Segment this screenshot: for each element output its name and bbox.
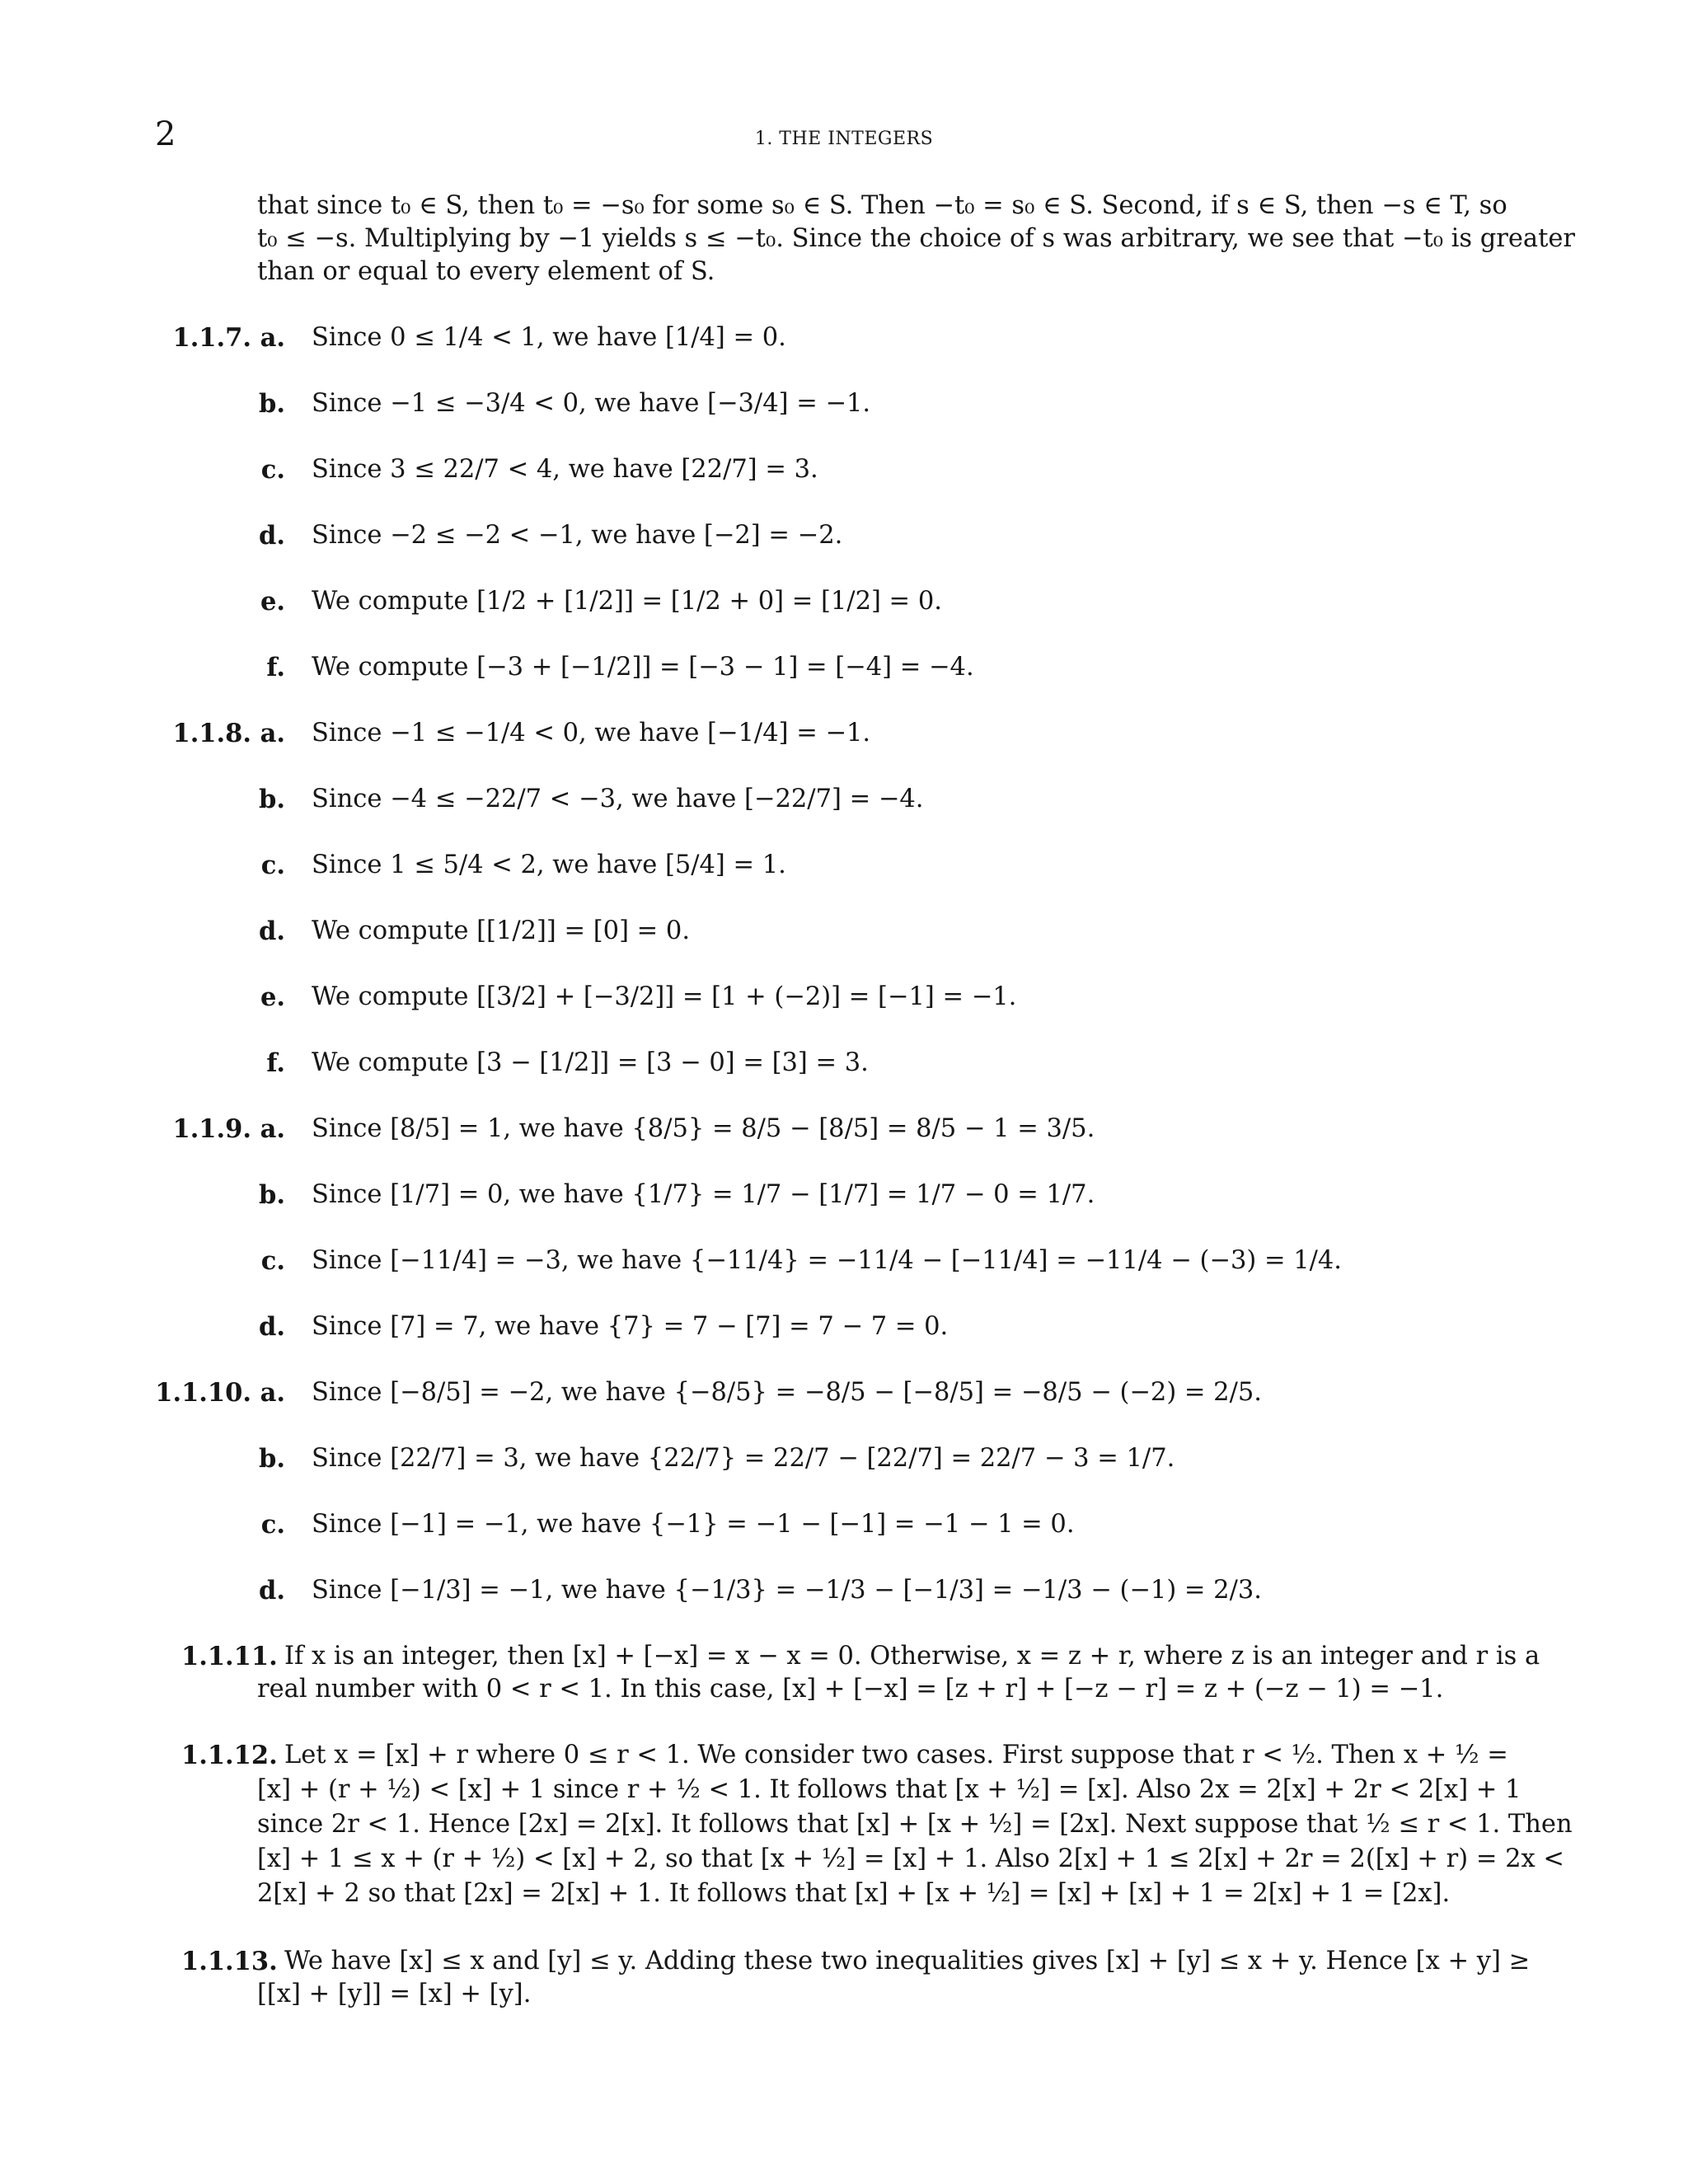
exercise-text: Since −4 ≤ −22/7 < −3, we have [−22/7] = −4. bbox=[312, 785, 924, 813]
exercise-label: 1.1.8. a. bbox=[172, 719, 285, 748]
exercise-text: We compute [−3 + [−1/2]] = [−3 − 1] = [−4] = −4. bbox=[312, 653, 974, 682]
exercise-text: Since [22/7] = 3, we have {22/7} = 22/7 − [22/7] = 22/7 − 3 = 1/7. bbox=[312, 1444, 1175, 1473]
exercise-text: We compute [3 − [1/2]] = [3 − 0] = [3] = 3. bbox=[312, 1048, 869, 1077]
part-label: b. bbox=[259, 1444, 285, 1474]
part-label: e. bbox=[260, 587, 285, 616]
text-line: [x] + 1 ≤ x + (r + ½) < [x] + 2, so that [x + ½] = [x] + 1. Also 2[x] + 1 ≤ 2[x] + 2r = 2([x] + r) = 2x < bbox=[257, 1844, 1564, 1873]
exercise-text: We compute [1/2 + [1/2]] = [1/2 + 0] = [1/2] = 0. bbox=[312, 587, 942, 616]
part-label: c. bbox=[260, 455, 285, 485]
part-label: d. bbox=[259, 521, 285, 551]
part-label: d. bbox=[259, 1576, 285, 1605]
part-label: c. bbox=[260, 851, 285, 880]
page-number: 2 bbox=[155, 115, 176, 153]
exercise-label: 1.1.11. bbox=[181, 1642, 278, 1671]
text-line: If x is an integer, then [x] + [−x] = x − x = 0. Otherwise, x = z + r, where z is an integer and r is a bbox=[284, 1642, 1540, 1671]
exercise-text: Since −1 ≤ −1/4 < 0, we have [−1/4] = −1. bbox=[312, 719, 871, 748]
exercise-text: Since [8/5] = 1, we have {8/5} = 8/5 − [8/5] = 8/5 − 1 = 3/5. bbox=[312, 1114, 1095, 1143]
exercise-text: Since [7] = 7, we have {7} = 7 − [7] = 7 − 7 = 0. bbox=[312, 1312, 949, 1341]
exercise-text: Since [−11/4] = −3, we have {−11/4} = −11/4 − [−11/4] = −11/4 − (−3) = 1/4. bbox=[312, 1246, 1342, 1275]
exercise-label: 1.1.12. bbox=[181, 1741, 278, 1770]
part-label: f. bbox=[266, 1048, 285, 1078]
exercise-label: 1.1.7. a. bbox=[172, 323, 285, 353]
exercise-label: 1.1.13. bbox=[181, 1947, 278, 1976]
part-label: d. bbox=[259, 1312, 285, 1342]
exercise-text: Since 1 ≤ 5/4 < 2, we have [5/4] = 1. bbox=[312, 851, 786, 879]
text-line: [[x] + [y]] = [x] + [y]. bbox=[257, 1980, 532, 2008]
running-head: 1. THE INTEGERS bbox=[754, 129, 934, 149]
part-label: e. bbox=[260, 982, 285, 1012]
exercise-label: 1.1.9. a. bbox=[172, 1114, 285, 1144]
text-line: Let x = [x] + r where 0 ≤ r < 1. We consider two cases. First suppose that r < ½. Then x + ½ = bbox=[284, 1741, 1508, 1769]
part-label: d. bbox=[259, 916, 285, 946]
exercise-text: Since −2 ≤ −2 < −1, we have [−2] = −2. bbox=[312, 521, 843, 550]
text-line: 2[x] + 2 so that [2x] = 2[x] + 1. It follows that [x] + [x + ½] = [x] + [x] + 1 = 2[x] + 1 = [2x]. bbox=[257, 1879, 1451, 1908]
part-label: f. bbox=[266, 653, 285, 682]
exercise-text: Since [−1/3] = −1, we have {−1/3} = −1/3 − [−1/3] = −1/3 − (−1) = 2/3. bbox=[312, 1576, 1262, 1605]
part-label: b. bbox=[259, 1180, 285, 1210]
text-line: real number with 0 < r < 1. In this case, [x] + [−x] = [z + r] + [−z − r] = z + (−z − 1) = −1. bbox=[257, 1675, 1444, 1704]
part-label: b. bbox=[259, 785, 285, 814]
exercise-label: 1.1.10. a. bbox=[155, 1378, 285, 1408]
exercise-text: Since [−1] = −1, we have {−1} = −1 − [−1] = −1 − 1 = 0. bbox=[312, 1510, 1075, 1539]
part-label: b. bbox=[259, 389, 285, 419]
text-line: t₀ ≤ −s. Multiplying by −1 yields s ≤ −t₀. Since the choice of s was arbitrary, we see that −t₀ is greater bbox=[257, 224, 1575, 253]
exercise-text: We compute [[1/2]] = [0] = 0. bbox=[312, 916, 691, 945]
exercise-text: Since 0 ≤ 1/4 < 1, we have [1/4] = 0. bbox=[312, 323, 786, 352]
text-line: We have [x] ≤ x and [y] ≤ y. Adding these two inequalities gives [x] + [y] ≤ x + y. Hence [x + y] ≥ bbox=[284, 1947, 1531, 1975]
text-line: since 2r < 1. Hence [2x] = 2[x]. It follows that [x] + [x + ½] = [2x]. Next suppose that ½ ≤ r < 1. Then bbox=[257, 1810, 1573, 1839]
part-label: c. bbox=[260, 1246, 285, 1276]
part-label: c. bbox=[260, 1510, 285, 1540]
exercise-text: We compute [[3/2] + [−3/2]] = [1 + (−2)] = [−1] = −1. bbox=[312, 982, 1017, 1011]
text-line: than or equal to every element of S. bbox=[257, 257, 715, 286]
text-line: [x] + (r + ½) < [x] + 1 since r + ½ < 1. It follows that [x + ½] = [x]. Also 2x = 2[x] + 2r < 2[x] + 1 bbox=[257, 1775, 1522, 1804]
exercise-text: Since [−8/5] = −2, we have {−8/5} = −8/5 − [−8/5] = −8/5 − (−2) = 2/5. bbox=[312, 1378, 1262, 1407]
exercise-text: Since [1/7] = 0, we have {1/7} = 1/7 − [1/7] = 1/7 − 0 = 1/7. bbox=[312, 1180, 1095, 1209]
exercise-text: Since −1 ≤ −3/4 < 0, we have [−3/4] = −1. bbox=[312, 389, 871, 418]
exercise-text: Since 3 ≤ 22/7 < 4, we have [22/7] = 3. bbox=[312, 455, 818, 484]
text-line: that since t₀ ∈ S, then t₀ = −s₀ for some s₀ ∈ S. Then −t₀ = s₀ ∈ S. Second, if s ∈ S, then −s ∈ T, so bbox=[257, 191, 1507, 220]
